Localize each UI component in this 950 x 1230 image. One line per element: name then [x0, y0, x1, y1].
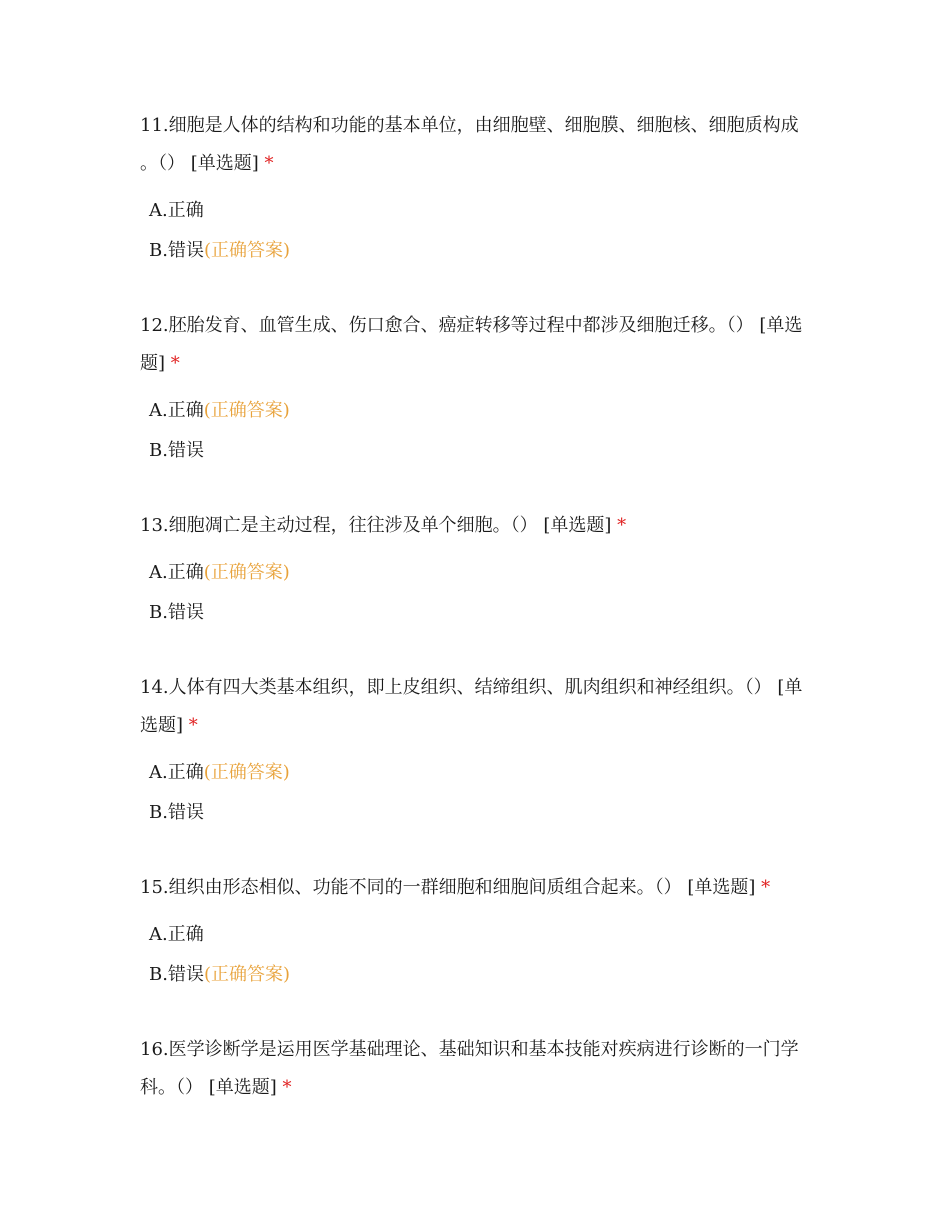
correct-answer-tag: (正确答案) — [203, 400, 290, 421]
option-b[interactable]: B.错误 — [149, 802, 204, 823]
question-title: 16.医学诊断学是运用医学基础理论、基础知识和基本技能对疾病进行诊断的一门学科。（） [单选题] * — [140, 1039, 799, 1098]
required-marker: * — [188, 715, 198, 736]
option-a[interactable]: A.正确(正确答案) — [149, 400, 290, 421]
correct-answer-tag: (正确答案) — [203, 240, 290, 261]
question-11 — [140, 107, 810, 271]
question-13 — [140, 507, 810, 633]
question-12 — [140, 307, 810, 471]
question-title: 11.细胞是人体的结构和功能的基本单位，由细胞壁、细胞膜、细胞核、细胞质构成 。（） [单选题] * — [140, 115, 799, 174]
question-title: 12.胚胎发育、血管生成、伤口愈合、癌症转移等过程中都涉及细胞迁移。（） [单选题] * — [140, 315, 803, 374]
question-title: 14.人体有四大类基本组织，即上皮组织、结缔组织、肌肉组织和神经组织。（） [单选题] * — [140, 677, 803, 736]
required-marker: * — [170, 353, 180, 374]
correct-answer-tag: (正确答案) — [203, 562, 290, 583]
option-a[interactable]: A.正确 — [149, 924, 204, 945]
required-marker: * — [617, 515, 627, 536]
option-b[interactable]: B.错误 — [149, 602, 204, 623]
option-b[interactable]: B.错误 — [149, 440, 204, 461]
question-14 — [140, 669, 810, 833]
option-a[interactable]: A.正确(正确答案) — [149, 562, 290, 583]
question-title: 13.细胞凋亡是主动过程，往往涉及单个细胞。（） [单选题] * — [140, 515, 627, 536]
correct-answer-tag: (正确答案) — [203, 762, 290, 783]
required-marker: * — [761, 877, 771, 898]
option-a[interactable]: A.正确(正确答案) — [149, 762, 290, 783]
required-marker: * — [264, 153, 274, 174]
option-a[interactable]: A.正确 — [149, 200, 204, 221]
option-b[interactable]: B.错误(正确答案) — [149, 964, 290, 985]
question-15 — [140, 869, 810, 995]
required-marker: * — [282, 1077, 292, 1098]
option-b[interactable]: B.错误(正确答案) — [149, 240, 290, 261]
question-16 — [140, 1031, 810, 1107]
question-title: 15.组织由形态相似、功能不同的一群细胞和细胞间质组合起来。（） [单选题] * — [140, 877, 771, 898]
correct-answer-tag: (正确答案) — [203, 964, 290, 985]
